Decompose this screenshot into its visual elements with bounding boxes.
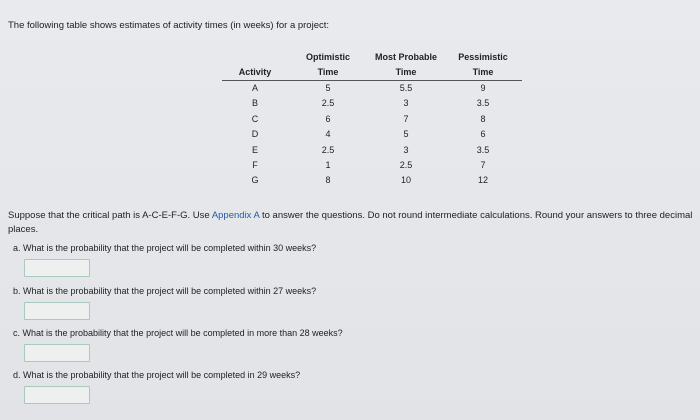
table-cell: G: [251, 175, 259, 186]
answer-c-input[interactable]: [24, 344, 90, 362]
table-cell: 6: [480, 129, 486, 140]
table-cell: 8: [480, 113, 486, 124]
table-cell: 5: [325, 83, 331, 93]
answer-a-input[interactable]: [24, 259, 90, 277]
table-cell: 5: [403, 129, 409, 140]
question-c-label: c. What is the probability that the project will be completed in more than 28 weeks?: [13, 328, 343, 338]
table-row: [222, 143, 522, 158]
table-cell: 5.5: [399, 83, 413, 93]
table-cell: 7: [480, 160, 486, 171]
header-cell: Time: [288, 65, 368, 81]
table-cell: 2.5: [321, 98, 335, 109]
table-cell: 2.5: [321, 144, 335, 155]
instructions-text: [8, 209, 700, 237]
table-cell: 2.5: [399, 160, 413, 171]
table-cell: B: [251, 98, 258, 109]
table-cell: 6: [325, 113, 331, 124]
table-header-row: [222, 50, 522, 65]
question-b-label: b. What is the probability that the project will be completed within 27 weeks?: [13, 286, 317, 296]
header-cell: Pessimistic: [458, 52, 508, 62]
answer-b-input[interactable]: [24, 302, 90, 320]
answer-d-input[interactable]: [24, 386, 90, 404]
header-cell: Time: [444, 65, 522, 81]
appendix-a-link[interactable]: Appendix A: [211, 210, 260, 221]
instructions-part: to answer the questions. Do not round intermediate calculations. Round your answers to three decimal places.: [8, 210, 693, 235]
table-header-row: [222, 65, 522, 81]
table-cell: 4: [325, 129, 331, 140]
table-row: [222, 96, 522, 111]
question-d-label: d. What is the probability that the project will be completed in 29 weeks?: [13, 370, 301, 380]
table-cell: C: [251, 113, 259, 124]
table-cell: 3.5: [476, 98, 490, 109]
table-cell: A: [251, 83, 258, 93]
table-cell: D: [251, 129, 259, 140]
intro-text: The following table shows estimates of activity times (in weeks) for a project:: [8, 20, 330, 31]
table-cell: 8: [325, 175, 331, 186]
table-cell: 1: [325, 160, 331, 171]
header-cell: Most Probable: [374, 52, 437, 62]
header-cell: Time: [368, 65, 444, 81]
table-cell: 9: [480, 83, 486, 93]
table-row: [222, 158, 522, 173]
table-row: [222, 112, 522, 127]
activity-time-table: [222, 50, 522, 189]
question-a-label: a. What is the probability that the project will be completed within 30 weeks?: [13, 243, 317, 253]
table-cell: 3: [403, 98, 409, 109]
table-row: [222, 127, 522, 142]
header-cell: Activity: [222, 65, 288, 81]
table-cell: F: [252, 160, 258, 171]
table-cell: 3: [403, 144, 409, 155]
table-cell: E: [251, 144, 258, 155]
header-cell: [222, 50, 288, 65]
instructions-part: Suppose that the critical path is A-C-E-F-G. Use: [8, 210, 212, 221]
header-cell: Optimistic: [305, 52, 350, 62]
table-cell: 3.5: [476, 144, 490, 155]
table-cell: 12: [477, 175, 488, 186]
table-row: [222, 173, 522, 188]
table-cell: 7: [403, 113, 409, 124]
table-row: [222, 81, 522, 97]
table-cell: 10: [400, 175, 411, 186]
